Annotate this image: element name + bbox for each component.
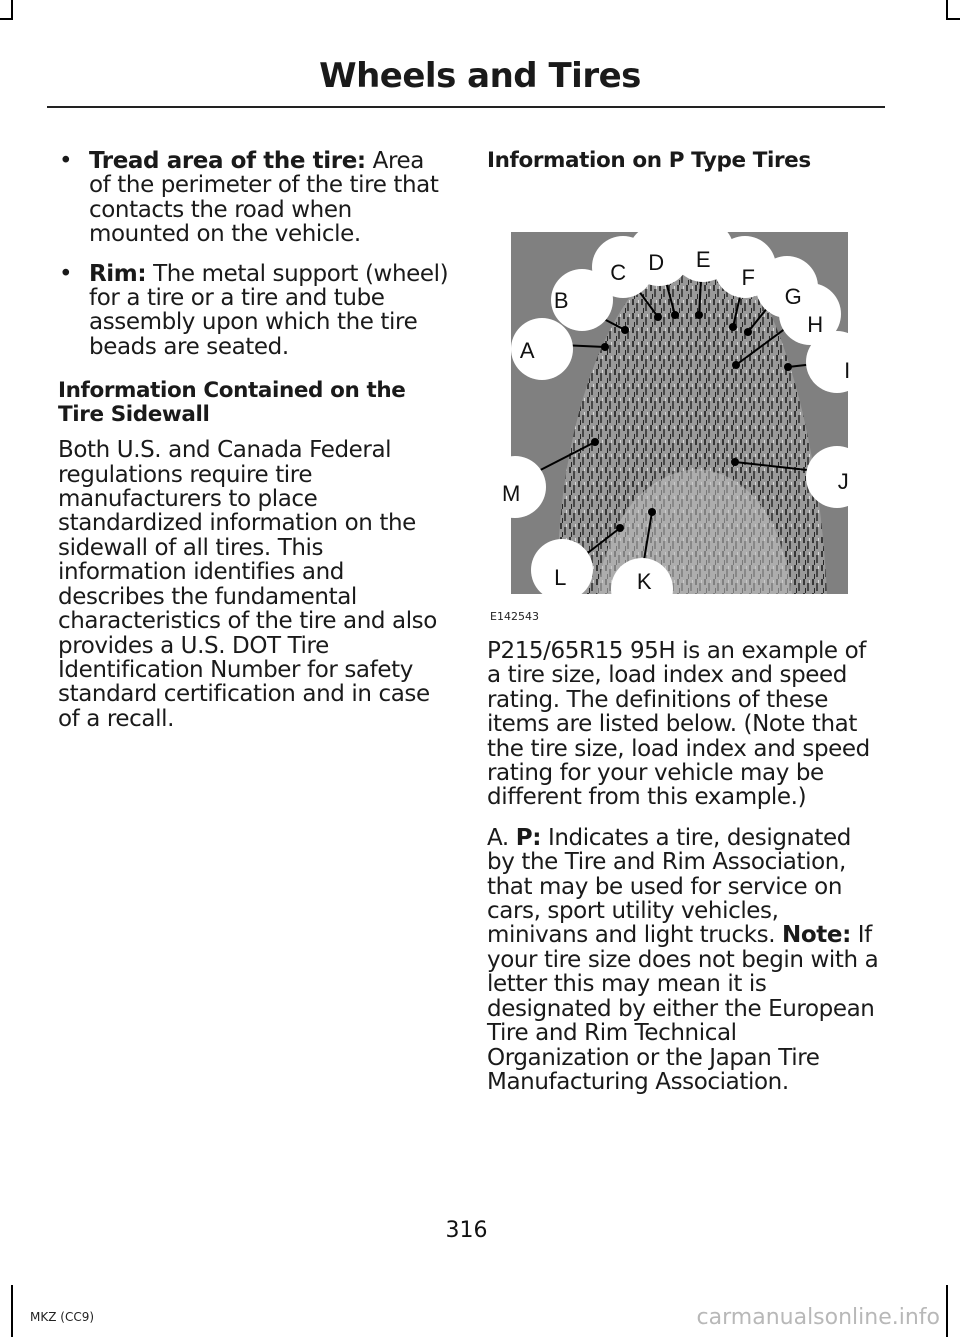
callout-label: L (554, 565, 566, 590)
figure-mask-right (848, 227, 877, 597)
tire-sidewall-illustration (487, 187, 877, 597)
callout-label: H (807, 312, 823, 337)
tire-sidewall-figure (487, 187, 877, 623)
body-paragraph-example: P215/65R15 95H is an example of a tire size, load index and speed rating. The definitions of these items are listed below. (Note that the tire size, load index and speed rating for your vehicle may be different from this example.) (487, 638, 870, 811)
crop-mark (11, 1285, 13, 1337)
callout-dot (654, 313, 662, 321)
left-column (58, 149, 450, 747)
figure-id: E142543 (490, 610, 539, 623)
callout-dot (648, 508, 656, 516)
term-rim: Rim: (89, 260, 147, 287)
list-item (58, 262, 450, 360)
callout-label: A (519, 338, 535, 363)
footer-model: MKZ (CC9) (30, 1310, 95, 1324)
figure-mask-left (487, 227, 511, 597)
callout-label: G (784, 284, 802, 309)
callout-label: J (837, 469, 849, 494)
callout-label: F (741, 265, 755, 290)
callout-dot (784, 363, 792, 371)
callout-dot (731, 458, 739, 466)
bullet-dot: • (59, 148, 73, 174)
body-paragraph: Both U.S. and Canada Federal regulations require tire manufacturers to place standardized information on the sidewall of all tires. This information identifies and describes the fundamental characteristics of the tire and also provides a U.S. DOT Tire Identification Number for safety standard certification and in case of a recall. (58, 437, 437, 732)
item-a-prefix: A. (487, 824, 516, 851)
definition-tread-area: Area of the perimeter of the tire that contacts the road when mounted on the vehicle. (89, 148, 439, 248)
item-a-note-text: If your tire size does not begin with a letter this may mean it is designated by either the European Tire and Rim Technical Organization or the Japan Tire Manufacturing Association. (487, 922, 879, 1095)
crop-mark (946, 1285, 948, 1337)
callout-label: D (648, 250, 664, 275)
callout-dot (695, 311, 703, 319)
item-a-paragraph (487, 826, 882, 1094)
crop-mark (946, 18, 960, 20)
callout-label: E (695, 247, 711, 272)
list-item (58, 149, 450, 247)
crop-mark (11, 0, 13, 20)
page-title: Wheels and Tires (319, 56, 641, 96)
term-tread-area: Tread area of the tire: (89, 148, 366, 174)
figure-mask-bottom (487, 594, 877, 597)
callout-dot (744, 328, 752, 336)
callout-dot (671, 311, 679, 319)
crop-mark (0, 18, 13, 20)
item-a-text: Indicates a tire, designated by the Tire and Rim Association, that may be used for service on cars, sport utility vehicles, minivans and light trucks. (487, 824, 851, 949)
callout-dot (732, 361, 740, 369)
callout-dot (591, 438, 599, 446)
callout-label: K (636, 569, 652, 594)
bullet-dot: • (59, 260, 73, 287)
callout-dot (729, 323, 737, 331)
callout-dot (616, 524, 624, 532)
header-divider (47, 106, 885, 108)
callout-dot (601, 343, 609, 351)
crop-mark (946, 0, 948, 20)
callout-label: B (553, 288, 569, 313)
definition-rim: The metal support (wheel) for a tire or a tire and tube assembly upon which the tire beads are seated. (89, 260, 449, 360)
callout-dot (621, 326, 629, 334)
section-heading-sidewall: Information Contained on the Tire Sidewall (58, 378, 406, 428)
item-a-note-label: Note: (782, 922, 851, 949)
callout-label: M (502, 481, 520, 506)
callout-label: C (610, 260, 626, 285)
watermark: carmanualsonline.info (696, 1305, 940, 1330)
page-number: 316 (445, 1218, 488, 1243)
section-heading-p-type: Information on P Type Tires (487, 148, 811, 173)
item-a-term: P: (515, 824, 542, 851)
callout-label: I (844, 358, 850, 383)
right-column (487, 149, 882, 1110)
